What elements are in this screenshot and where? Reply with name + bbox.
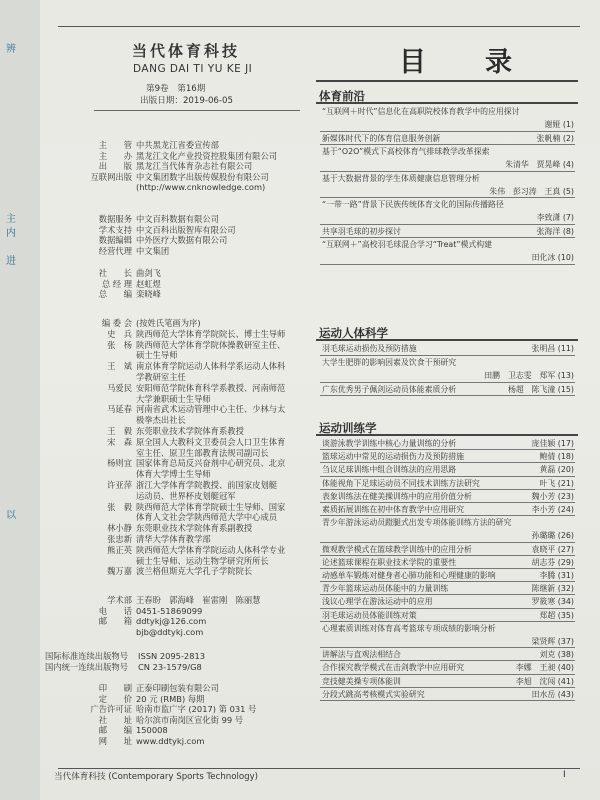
toc-entry-title: 竞技健美操专项体能训 [322, 676, 401, 686]
entry-rule [320, 476, 575, 477]
info-value: (http://www.cnknowledge.com) [136, 182, 266, 193]
toc-entry[interactable] [322, 676, 574, 687]
entry-rule [320, 674, 575, 675]
info-label: 主 管 [98, 140, 132, 150]
info-label: 电 话 [98, 605, 132, 616]
footer-text: 当代体育科技 (Contemporary Sports Technology) [54, 772, 259, 782]
info-value: 体育大学博士生导师 [136, 469, 211, 480]
section-rule [316, 339, 578, 341]
info-label: 网 址 [98, 736, 132, 746]
info-value: 黑龙江文化产业投资控股集团有限公司 [136, 150, 278, 161]
toc-entry-author-page: 张海洋 (8) [536, 226, 574, 236]
toc-entry-title: 广东优秀男子佩剑运动员体能素质分析 [322, 384, 457, 394]
info-value: 20 元 (RMB) 每期 [136, 693, 205, 704]
toc-entry-author-page: 田水岳 (43) [531, 689, 574, 699]
info-value: 安阳师范学院体育科学系教授、河南师范 [136, 382, 286, 393]
toc-entry[interactable] [322, 689, 574, 700]
entry-rule [320, 568, 575, 569]
toc-entry-author-page: 罗筱寒 (34) [531, 597, 574, 607]
toc-entry-title: 基于“O2O”模式下高校体育气排球教学改革探索 [322, 146, 490, 156]
top-rule [58, 26, 580, 27]
entry-rule [320, 489, 575, 490]
entry-rule [320, 171, 575, 172]
toc-entry-author-page: 袁晓平 (27) [531, 544, 574, 554]
info-label: 马延春 [107, 404, 132, 415]
toc-entry-title: 共享羽毛球的初步探讨 [322, 226, 401, 236]
toc-entry[interactable] [322, 357, 574, 368]
toc-entry-author-page: 李旭 沈闯 (41) [515, 676, 574, 686]
toc-rule [316, 80, 578, 82]
info-value: 陕西师范大学体育学院院长、博士生导师 [136, 328, 286, 339]
info-value: 中共黑龙江省委宣传部 [136, 140, 219, 150]
entry-rule [320, 224, 575, 225]
info-value: 正泰印刷包装有限公司 [136, 683, 219, 693]
toc-entry-title: 谈游泳教学训练中核心力量训练的分析 [322, 439, 457, 448]
bottom-rule [58, 768, 580, 769]
section-rule [316, 102, 578, 104]
toc-entry-author-page: 李小芳 (24) [531, 505, 574, 514]
info-label: 数据编辑 [98, 235, 132, 246]
info-label: 印 刷 [98, 683, 132, 693]
toc-entry-author-page: 张帆楠 (2) [536, 133, 574, 143]
section-rule [316, 434, 578, 436]
toc-entry-author-page: 刘克 (38) [539, 650, 574, 660]
info-value: 清华大学体育教学部 [136, 534, 211, 544]
toc-entry[interactable] [322, 491, 574, 502]
toc-entry[interactable] [322, 438, 574, 449]
info-label: 张 毅 [107, 501, 132, 512]
magazine-title: 当代体育科技 [132, 42, 241, 60]
toc-entry-title: 素质拓展训练在初中体育教学中应用研究 [322, 505, 465, 514]
toc-entry-author-page: 朱清华 贾晃峰 (4) [505, 160, 574, 170]
toc-entry-title: 微观教学模式在篮球教学训练中的应用分析 [322, 544, 472, 554]
toc-entry-author-page: 孙璐璐 (26) [531, 531, 574, 541]
info-label: 王 斌 [107, 361, 132, 372]
toc-section-heading: 运动训练学 [319, 421, 377, 435]
info-label: 学术支持 [98, 224, 132, 235]
toc-entry-author-page: 庞佳颖 (17) [531, 439, 574, 448]
info-value: 极拳杰出社长 [136, 415, 186, 426]
toc-entry-author-page: 郑超 (35) [539, 610, 574, 620]
info-label: 社 址 [98, 714, 132, 725]
toc-entry[interactable] [322, 610, 574, 621]
toc-entry-author-page: 鲍倩 (18) [539, 452, 574, 462]
toc-section-heading: 运动人体科学 [319, 326, 388, 340]
info-value: 学教研室主任 [136, 372, 186, 382]
info-value: 波兰格但斯克大学孔子学院院长 [136, 566, 253, 577]
info-label: 广告许可证 [90, 704, 132, 715]
info-label: 张 杨 [107, 339, 132, 350]
info-label: 经营代理 [98, 245, 132, 256]
info-value: 国家体育总局反兴奋剂中心研究员、北京 [136, 458, 286, 469]
info-value: CN 23-1579/G8 [138, 661, 202, 672]
toc-entry[interactable] [322, 239, 574, 250]
entry-rule [320, 382, 575, 383]
margin-char: 进 [6, 256, 16, 267]
info-label: 熊正英 [107, 544, 132, 555]
toc-entry[interactable] [322, 173, 574, 184]
toc-entry-author-page: 朱伟 彭习涛 王真 (5) [489, 186, 574, 196]
toc-entry-author-page: 梁贤辉 (37) [531, 637, 574, 646]
magazine-page [40, 0, 600, 800]
toc-section-heading: 体育前沿 [319, 89, 365, 103]
info-value: 硕士生导师 [136, 350, 178, 361]
toc-entry-author-page: 李致潇 (7) [536, 213, 574, 223]
toc-entry-author-page: 胡志芬 (29) [531, 557, 574, 567]
info-value: 哈尔滨市南岗区宣化街 99 号 [136, 714, 244, 725]
toc-entry-title: “互联网＋”高校羽毛球混合学习“Treat”模式构建 [322, 240, 493, 249]
info-value: 南京体育学院运动人体科学系运动人体科 [136, 361, 286, 372]
toc-entry-title: 合作探究教学模式在击剑教学中应用研究 [322, 663, 465, 673]
info-value: ddtykj@126.com [136, 616, 207, 627]
toc-entry[interactable] [322, 649, 574, 660]
info-value: 中文集团 [136, 245, 170, 256]
entry-rule [320, 687, 575, 688]
toc-entry[interactable] [322, 557, 574, 568]
info-value: 中文百科数据有限公司 [136, 214, 219, 224]
margin-char: 主 [6, 214, 16, 225]
toc-entry[interactable] [322, 623, 574, 634]
toc-entry[interactable] [322, 517, 574, 528]
entry-rule [320, 594, 575, 595]
info-label: 魏万嘉 [107, 566, 132, 577]
info-label: 出 版 [98, 161, 132, 172]
entry-rule [320, 542, 575, 543]
info-label: 宋 森 [107, 436, 132, 447]
toc-entry-title: 青少年篮球运动员体能中的力量训练 [322, 584, 449, 594]
info-value: 赵虹煜 [136, 278, 161, 289]
toc-entry-title: “互联网＋时代”信息化在高职院校体育教学中的应用探讨 [322, 107, 520, 116]
entry-rule [320, 462, 575, 463]
toc-entry[interactable] [322, 570, 574, 581]
toc-entry[interactable] [322, 343, 574, 354]
publication-date: 出版日期：2019-06-05 [140, 96, 233, 106]
info-label: 总 经 理 [101, 278, 132, 289]
toc-entry-title: 篮球运动中常见的运动损伤力及预防措施 [322, 452, 465, 462]
info-value: 黑龙江当代体育杂志社有限公司 [136, 161, 253, 172]
previous-page-edge [0, 0, 40, 800]
info-value: 大学兼职硕士生导师 [136, 393, 211, 404]
info-label: 林小静 [107, 523, 132, 534]
info-value: ISSN 2095-2813 [138, 651, 206, 661]
toc-entry-author-page: 谢娅 (1) [544, 120, 574, 130]
info-label: 杨则宜 [107, 458, 132, 469]
toc-entry-author-page: 田鹏 卫志雯 郑军 (13) [484, 371, 574, 380]
toc-entry-title: 分段式跳高考核模式实验研究 [322, 689, 425, 699]
toc-title: 目 录 [399, 47, 528, 78]
toc-entry[interactable] [322, 133, 574, 144]
toc-entry[interactable] [322, 504, 574, 515]
info-label: 总 编 [98, 289, 132, 300]
info-label: 张忠新 [107, 534, 132, 544]
toc-entry-author-page: 李娜 王昶 (40) [515, 663, 574, 673]
info-label: 学术部 [107, 595, 132, 605]
info-label: 邮 编 [98, 725, 132, 736]
info-value: 150008 [136, 725, 168, 736]
entry-rule [320, 647, 575, 648]
info-label: 马爱民 [107, 382, 132, 393]
info-value: 王春盼 郭海峰 崔雷刚 陈丽慧 [136, 595, 261, 605]
entry-rule [320, 264, 575, 265]
toc-entry-title: 新媒体时代下的体育信息服务创新 [322, 133, 441, 143]
entry-rule [320, 555, 575, 556]
info-label: 社 长 [98, 268, 132, 278]
entry-rule [320, 700, 575, 701]
info-value: (按姓氏笔画为序) [136, 318, 201, 328]
toc-entry[interactable] [322, 384, 574, 395]
toc-entry-author-page: 杨超 陈飞潼 (15) [507, 384, 574, 394]
info-value: 哈南市监广字 (2017) 第 031 号 [136, 704, 257, 715]
volume-issue: 第9卷 第16期 [146, 84, 206, 94]
info-value: 陕西师范大学体育学院体操教研室主任、 [136, 339, 286, 350]
entry-rule [320, 581, 575, 582]
toc-entry-author-page: 田化冰 (10) [531, 253, 574, 263]
toc-entry[interactable] [322, 146, 574, 157]
toc-entry[interactable] [322, 544, 574, 555]
entry-rule [320, 621, 575, 622]
info-label: 许亚萍 [107, 480, 132, 490]
toc-entry-title: 青少年游泳运动员蹬腿式出发专项体能训练方法的研究 [322, 518, 512, 528]
info-value: 运动员、世界杯皮划艇冠军 [136, 490, 236, 501]
toc-entry-title: 羽毛球运动员体能训练对策 [322, 610, 417, 620]
entry-rule [320, 131, 575, 132]
toc-entry-author-page: 李腾 (31) [539, 571, 574, 580]
info-value: 中文集团数字出版传媒股份有限公司 [136, 171, 269, 182]
info-label: 王 毅 [107, 426, 132, 436]
magazine-pinyin: DANG DAI TI YU KE JI [133, 63, 253, 75]
info-value: www.ddtykj.com [136, 736, 205, 746]
toc-entry[interactable] [322, 596, 574, 607]
toc-entry-title: 刍议足球训练中组合训练法的应用思路 [322, 465, 457, 475]
page-number: I [563, 770, 566, 780]
info-value: 陕西师范大学体育学院运动人体科学专业 [136, 544, 286, 555]
info-label: 编 委 会 [101, 318, 132, 328]
info-value: 0451-51869099 [136, 605, 203, 616]
info-value: 原全国人大教科文卫委员会人口卫生体育 [136, 436, 286, 447]
toc-entry-title: 动感单车锻炼对健身者心肺功能和心理健康的影响 [322, 571, 496, 580]
entry-rule [320, 515, 575, 516]
info-label: 定 价 [98, 693, 132, 704]
toc-entry-title: 大学生肥胖的影响因素及饮食干预研究 [322, 357, 457, 367]
info-value: 陕西师范大学体育学院硕士生导师、国家 [136, 501, 286, 512]
entry-rule [320, 395, 575, 396]
toc-entry-title: 表象训练法在健美操训练中的应用价值分析 [322, 491, 472, 501]
toc-entry-title: 心理素质训练对体育高考篮球专项成绩的影响分析 [322, 623, 496, 633]
info-value: 东莞职业技术学院体育系副教授 [136, 523, 253, 534]
toc-entry[interactable] [322, 478, 574, 489]
entry-rule [320, 355, 575, 356]
toc-entry-title: 论述篮球课程在职业技术学院的重要性 [322, 557, 457, 567]
info-value: 中外医疗大数据有限公司 [136, 235, 228, 246]
toc-entry[interactable] [322, 662, 574, 673]
entry-rule [320, 608, 575, 609]
entry-rule [320, 660, 575, 661]
toc-entry[interactable] [322, 226, 574, 237]
info-value: bjb@ddtykj.com [136, 626, 204, 637]
info-value: 硕士生导师、运动生物学研究所所长 [136, 555, 269, 566]
info-value: 中文百科出版智库有限公司 [136, 224, 236, 235]
toc-entry[interactable] [322, 451, 574, 462]
info-value: 室主任、原卫生部教育法规司副司长 [136, 447, 269, 458]
toc-entry-author-page: 魏小芳 (23) [531, 491, 574, 501]
toc-entry-title: 讲解法与直观法相结合 [322, 650, 401, 660]
toc-entry-title: 浅议心理学在游泳运动中的应用 [322, 597, 433, 607]
info-value: 曲剑飞 [136, 268, 161, 278]
info-label: 主 办 [98, 150, 132, 161]
toc-entry-author-page: 黄磊 (20) [539, 465, 574, 475]
info-value: 河南省武术运动管理中心主任、少林与太 [136, 404, 286, 415]
entry-rule [320, 144, 575, 145]
info-label: 数据服务 [98, 214, 132, 224]
info-label: 国内统一连续出版物号 [45, 661, 128, 672]
toc-entry[interactable] [322, 583, 574, 594]
entry-rule [320, 502, 575, 503]
toc-entry-title: 基于大数据背景的学生体质健康信息管理分析 [322, 173, 480, 183]
toc-entry-author-page: 张明昌 (11) [531, 344, 574, 353]
info-label: 国际标准连续出版物号 [45, 651, 128, 661]
toc-entry[interactable] [322, 199, 574, 210]
info-label: 史 兵 [107, 328, 132, 339]
info-value: 栾晓峰 [136, 289, 161, 300]
toc-entry-author-page: 陈继新 (32) [531, 584, 574, 594]
margin-char: 内 [6, 228, 16, 239]
info-label: 互联网出版 [90, 171, 132, 182]
info-value: 浙江大学体育学院教授、前国家皮划艇 [136, 480, 278, 490]
toc-entry[interactable] [322, 106, 574, 117]
margin-char: 辨 [6, 44, 16, 55]
info-value: 东莞职业技术学院体育系教授 [136, 426, 244, 436]
toc-entry-title: 羽毛球运动损伤及预防措施 [322, 344, 417, 353]
entry-rule [320, 449, 575, 450]
info-value: 体育人文社会学陕西师范大学中心成员 [136, 512, 278, 523]
divider [94, 110, 300, 111]
entry-rule [320, 237, 575, 238]
toc-entry-title: “一带一路”背景下民族传统体育文化的国际传播路径 [322, 200, 504, 210]
toc-entry[interactable] [322, 464, 574, 475]
entry-rule [320, 197, 575, 198]
toc-entry-title: 体能视角下足球运动员不同技术训练方法研究 [322, 478, 480, 488]
info-label: 邮 箱 [98, 616, 132, 627]
toc-entry-author-page: 叶飞 (21) [539, 478, 574, 488]
margin-char: 以 [6, 510, 16, 521]
